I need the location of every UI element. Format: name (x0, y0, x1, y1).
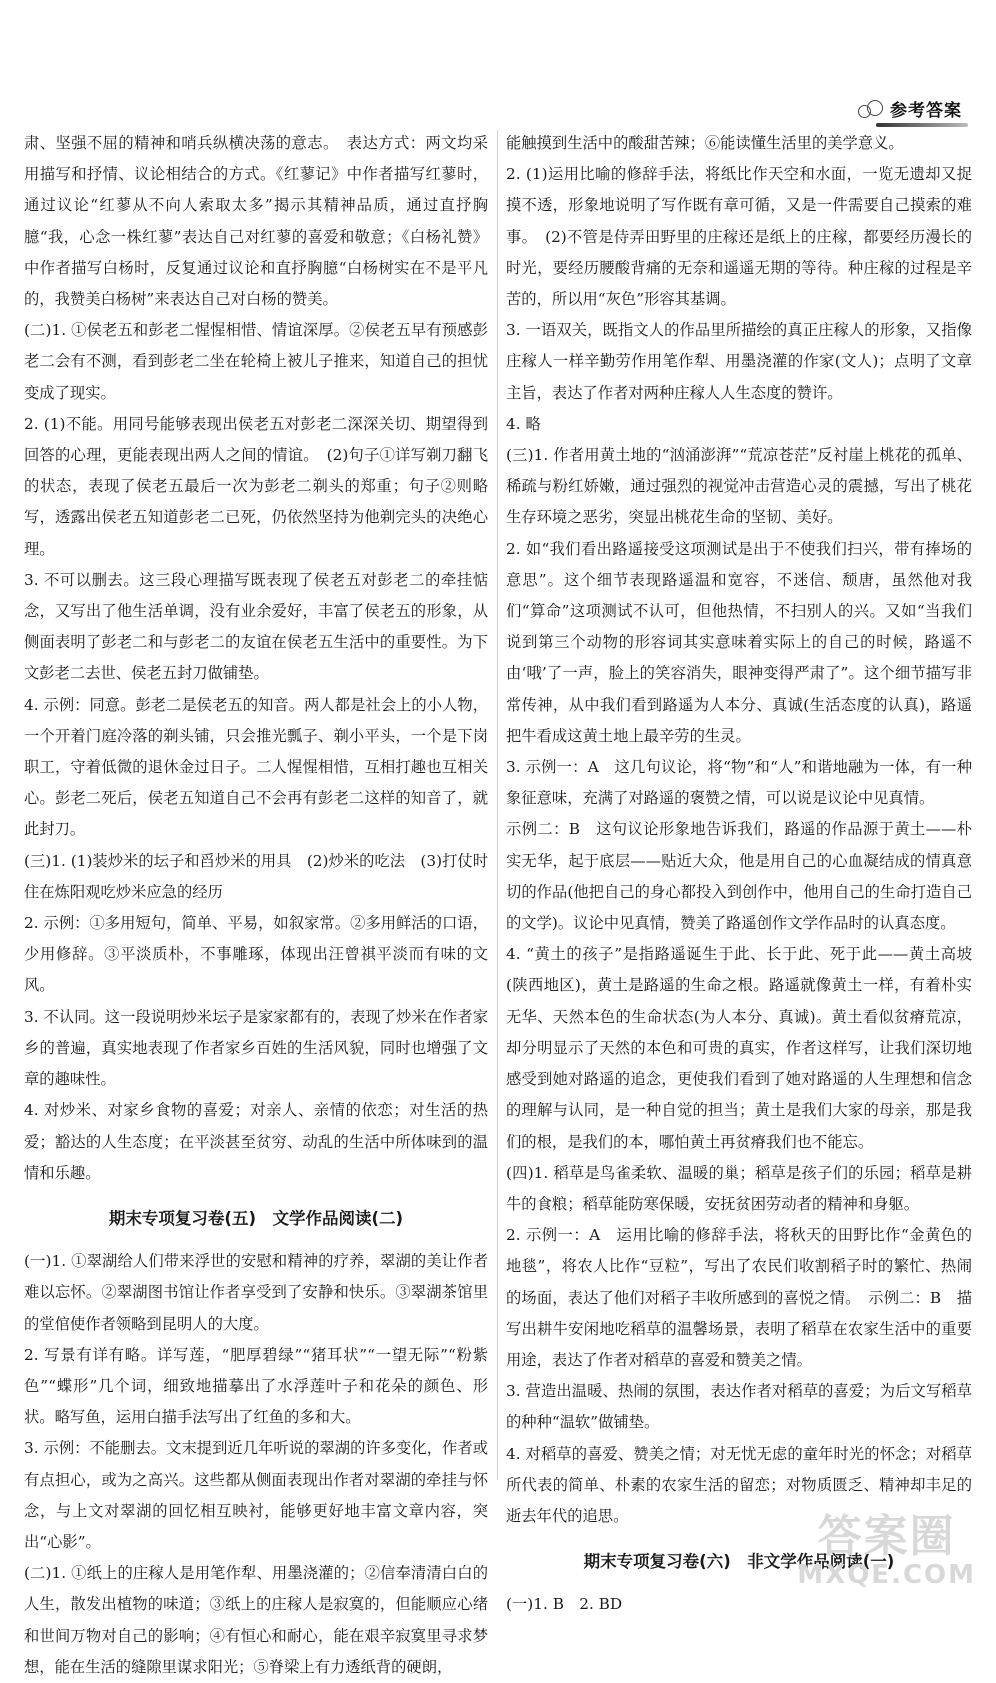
section-heading: 期末专项复习卷(六) 非文学作品阅读(一) (583, 1552, 895, 1572)
answer-paragraph: 2. 示例：①多用短句，简单、平易，如叙家常。②多用鲜活的口语，少用修辞。③平淡质朴，不事雕琢，体现出汪曾祺平淡而有味的文风。 (24, 914, 488, 995)
header-title: 参考答案 (890, 101, 962, 121)
answer-paragraph: 2. 写景有详有略。详写莲，“肥厚碧绿”“猪耳状”“一望无际”“粉紫色”“蝶形”几个词，细致地描摹出了水浮莲叶子和花朵的颜色、形状。略写鱼，运用白描手法写出了红鱼的多和大。 (24, 1345, 488, 1427)
watermark-logo (797, 1500, 976, 1590)
answer-paragraph: 3. 示例一：A 这几句议论，将“物”和“人”和谐地融为一体，有一种象征意味，充满了对路遥的褒赞之情，可以说是议论中见真情。 (506, 758, 972, 808)
column-divider (497, 130, 498, 1480)
page-header (858, 96, 962, 121)
circles-icon (858, 97, 886, 121)
watermark-text: 答案圈 (817, 1511, 956, 1562)
answer-paragraph: 4. 对炒米、对家乡食物的喜爱；对亲人、亲情的依恋；对生活的热爱；豁达的人生态度；在平淡甚至贫穷、动乱的生活中所体味到的温情和乐趣。 (24, 1101, 488, 1182)
answer-paragraph: 4. 略 (506, 414, 541, 433)
answer-paragraph: (四)1. 稻草是鸟雀柔软、温暖的巢；稻草是孩子们的乐园；稻草是耕牛的食粮；稻草能防寒保暖，安抚贫困劳动者的精神和身躯。 (506, 1163, 972, 1213)
answer-paragraph: 2. (1)不能。用同号能够表现出侯老五对彭老二深深关切、期望得到回答的心理，更能表现出两人之间的情谊。 (2)句子①详写剃刀翻飞的状态，表现了侯老五最后一次为彭老二剃头的郑重；句子②则略写，透露出侯老五知道彭老二已死，仍依然坚持为他剃完头的决绝心理。 (24, 414, 488, 558)
right-column (506, 128, 972, 1621)
answer-paragraph: 4. 示例：同意。彭老二是侯老五的知音。两人都是社会上的小人物，一个开着门庭冷落的剃头铺，只会推光瓢子、剃小平头，一个是下岗职工，守着低微的退休金过日子。二人惺惺相惜，互相打趣也互相关心。彭老二死后，侯老五知道自己不会再有彭老二这样的知音了，就此封刀。 (24, 695, 488, 839)
answer-paragraph: (一)1. B 2. BD (506, 1595, 623, 1614)
watermark-url: MXQE.COM (797, 1560, 976, 1590)
answer-paragraph: 能触摸到生活中的酸甜苦辣；⑥能读懂生活里的美学意义。 (506, 134, 904, 152)
answer-paragraph: 3. 不认同。这一段说明炒米坛子是家家都有的，表现了炒米在作者家乡的普遍，真实地表现了作者家乡百姓的生活风貌，同时也增强了文章的趣味性。 (24, 1007, 488, 1089)
answer-paragraph: 3. 不可以删去。这三段心理描写既表现了侯老五对彭老二的牵挂惦念，又写出了他生活单调，没有业余爱好，丰富了侯老五的形象，从侧面表明了彭老二和与彭老二的友谊在侯老五生活中的重要性。为下文彭老二去世、侯老五封刀做铺垫。 (24, 570, 488, 683)
answer-paragraph: 示例二：B 这句议论形象地告诉我们，路遥的作品源于黄土——朴实无华，起于底层——贴近大众，他是用自己的心血凝结成的情真意切的作品(他把自己的身心都投入到创作中，他用自己的生命打造自己的文学)。议论中见真情，赞美了路遥创作文学作品时的认真态度。 (506, 820, 972, 933)
answer-paragraph: 肃、坚强不屈的精神和哨兵纵横决荡的意志。 表达方式：两文均采用描写和抒情、议论相结合的方式。《红蓼记》中作者描写红蓼时，通过议论“红蓼从不向人索取太多”揭示其精神品质，通过直抒胸臆“我，心念一株红蓼”表达自己对红蓼的喜爱和敬意；《白杨礼赞》中作者描写白杨时，反复通过议论和直抒胸臆“白杨树实在不是平凡的，我赞美白杨树”来表达自己对白杨的赞美。 (24, 134, 488, 309)
section-heading: 期末专项复习卷(五) 文学作品阅读(二) (108, 1208, 404, 1228)
answer-paragraph: (一)1. ①翠湖给人们带来浮世的安慰和精神的疗养，翠湖的美让作者难以忘怀。②翠湖图书馆让作者享受到了安静和快乐。③翠湖茶馆里的堂倌使作者领略到昆明人的大度。 (24, 1252, 488, 1333)
answer-paragraph: (三)1. (1)装炒米的坛子和舀炒米的用具 (2)炒米的吃法 (3)打仗时住在炼阳观吃炒米应急的经历 (24, 851, 488, 901)
answer-paragraph: (三)1. 作者用黄土地的“汹涌澎湃”“荒凉苍茫”反衬崖上桃花的孤单、稀疏与粉红娇嫩，通过强烈的视觉冲击营造心灵的震撼，写出了桃花生存环境之恶劣，突显出桃花生命的坚韧、美好。 (506, 446, 972, 527)
answer-paragraph: 2. (1)运用比喻的修辞手法，将纸比作天空和水面，一览无遗却又捉摸不透，形象地说明了写作既有章可循，又是一件需要自己摸索的难事。 (2)不管是侍弄田野里的庄稼还是纸上的庄稼，都要经历漫长的时光，要经历腰酸背痛的无奈和遥遥无期的等待。种庄稼的过程是辛苦的，所以用“灰色”形容其基调。 (506, 165, 972, 309)
answer-paragraph: 3. 一语双关，既指文人的作品里所描绘的真正庄稼人的形象，又指像庄稼人一样辛勤劳作用笔作犁、用墨浇灌的作家(文人)；点明了文章主旨，表达了作者对两种庄稼人人生态度的赞许。 (506, 321, 972, 402)
answer-paragraph: 2. 示例一：A 运用比喻的修辞手法，将秋天的田野比作“金黄色的地毯”，将农人比作“豆粒”，写出了农民们收割稻子时的繁忙、热闹的场面，表达了他们对稻子丰收所感到的喜悦之情。 示例二：B 描写出耕牛安闲地吃稻草的温馨场景，表明了稻草在农家生活中的重要用途，表达了作者对稻草的喜爱和赞美之情。 (506, 1226, 972, 1369)
answer-paragraph: 4. 对稻草的喜爱、赞美之情；对无忧无虑的童年时光的怀念；对稻草所代表的简单、朴素的农家生活的留恋；对物质匮乏、精神却丰足的逝去年代的追思。 (506, 1444, 972, 1525)
answer-paragraph: 3. 示例：不能删去。文末提到近几年听说的翠湖的许多变化，作者或有点担心，或为之高兴。这些都从侧面表现出作者对翠湖的牵挂与怀念，与上文对翠湖的回忆相互映衬，能够更好地丰富文章内容，突出“心影”。 (24, 1439, 488, 1551)
left-column (24, 128, 488, 1683)
answer-paragraph: 4. “黄土的孩子”是指路遥诞生于此、长于此、死于此——黄土高坡(陕西地区)，黄土是路遥的生命之根。路遥就像黄土一样，有着朴实无华、天然本色的生命状态(为人本分、真诚)。黄土看似贫瘠荒凉，却分明显示了天然的本色和可贵的真实，作者这样写，让我们深切地感受到她对路遥的追念，更使我们看到了她对路遥的人生理想和信念的理解与认同，是一种自觉的担当；黄土是我们大家的母亲，那是我们的根，是我们的本，哪怕黄土再贫瘠我们也不能忘。 (506, 945, 972, 1151)
answer-paragraph: (二)1. ①纸上的庄稼人是用笔作犁、用墨浇灌的；②信奉清清白白的人生，散发出植物的味道；③纸上的庄稼人是寂寞的，但能顺应心绪和世间万物对自己的影响；④有恒心和耐心，能在艰辛寂寞里寻求梦想，能在生活的缝隙里谋求阳光；⑤脊梁上有力透纸背的硬朗， (24, 1564, 488, 1676)
answer-paragraph: 3. 营造出温暖、热闹的氛围，表达作者对稻草的喜爱；为后文写稻草的种种“温软”做铺垫。 (506, 1382, 972, 1432)
answer-paragraph: 2. 如“我们看出路遥接受这项测试是出于不使我们扫兴，带有捧场的意思”。这个细节表现路遥温和宽容，不迷信、颓唐，虽然他对我们“算命”这项测试不认可，但他热情，不扫别人的兴。又如“当我们说到第三个动物的形容词其实意味着实际上的自己的时候，路遥不由‘哦’了一声，脸上的笑容消失，眼神变得严肃了”。这个细节描写非常传神，从中我们看到路遥为人本分、真诚(生活态度的认真)，路遥把牛看成这黄土地上最辛劳的生灵。 (506, 539, 972, 745)
header-underline (876, 123, 968, 127)
answer-paragraph: (二)1. ①侯老五和彭老二惺惺相惜、情谊深厚。②侯老五早有预感彭老二会有不测，看到彭老二坐在轮椅上被儿子推来，知道自己的担忧变成了现实。 (24, 321, 488, 402)
